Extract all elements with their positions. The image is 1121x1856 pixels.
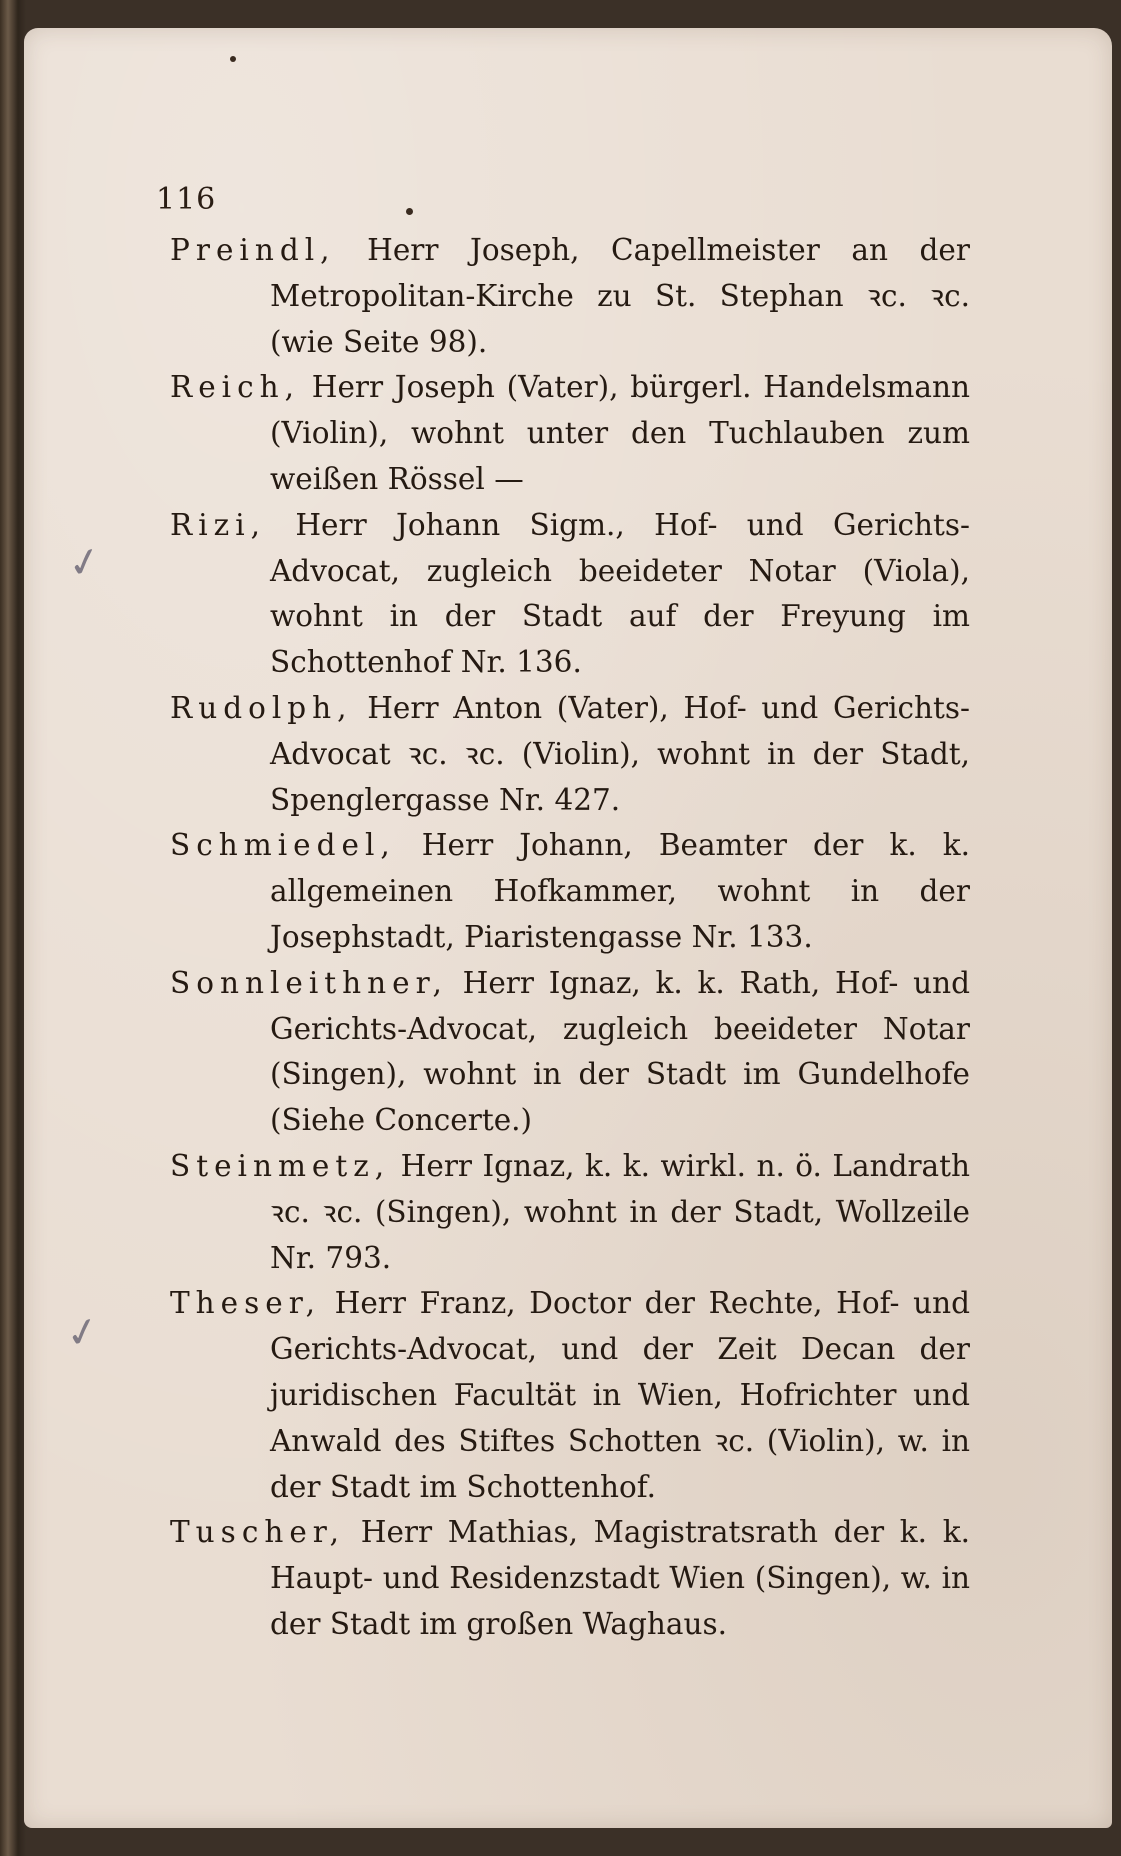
directory-entry [170, 228, 970, 365]
ink-speck [406, 208, 413, 215]
page-number: 116 [156, 182, 217, 217]
entry-surname: Reich, [170, 370, 301, 405]
directory-entry [170, 503, 970, 686]
entry-surname: Rizi, [170, 507, 267, 542]
entry-text: Herr Franz, Doctor der Rechte, Hof- und Gerichts-Advocat, und der Zeit Decan der juridischen Facultät in Wien, Hofrichter und Anwald des Stiftes Schotten ꝛc. (Violin), w. in der Stadt im Schottenhof. [270, 1286, 970, 1504]
directory-entries [170, 228, 970, 1648]
entry-surname: Theser, [170, 1286, 321, 1321]
entry-surname: Steinmetz, [170, 1148, 391, 1183]
entry-text: Herr Joseph (Vater), bürgerl. Handelsmann (Violin), wohnt unter den Tuchlauben zum weißen Rössel — [270, 370, 970, 496]
directory-entry [170, 1510, 970, 1647]
entry-surname: Rudolph, [170, 690, 353, 725]
entry-surname: Sonnleithner, [170, 965, 448, 1000]
directory-entry [170, 1144, 970, 1281]
directory-entry [170, 823, 970, 960]
pencil-check-mark: ✓ [61, 1307, 104, 1359]
directory-entry [170, 365, 970, 502]
entry-surname: Tuscher, [170, 1515, 346, 1550]
entry-text: Herr Joseph, Capellmeister an der Metropolitan-Kirche zu St. Stephan ꝛc. ꝛc. (wie Seite 98). [270, 233, 970, 359]
entry-text: Herr Mathias, Magistratsrath der k. k. Haupt- und Residenzstadt Wien (Singen), w. in der Stadt im großen Waghaus. [270, 1515, 970, 1641]
entry-text: Herr Johann Sigm., Hof- und Gerichts-Advocat, zugleich beeideter Notar (Viola), wohnt in der Stadt auf der Freyung im Schottenhof Nr. 136. [266, 507, 970, 680]
ink-speck [230, 56, 236, 62]
entry-text: Herr Johann, Beamter der k. k. allgemeinen Hofkammer, wohnt in der Josephstadt, Piaristengasse Nr. 133. [270, 828, 970, 954]
directory-entry [170, 1281, 970, 1510]
entry-surname: Schmiedel, [170, 828, 396, 863]
entry-text: Herr Anton (Vater), Hof- und Gerichts-Advocat ꝛc. ꝛc. (Violin), wohnt in der Stadt, Spenglergasse Nr. 427. [270, 690, 970, 817]
entry-text: Herr Ignaz, k. k. Rath, Hof- und Gerichts-Advocat, zugleich beeideter Notar (Singen), wohnt in der Stadt im Gundelhofe (Siehe Concerte.) [270, 965, 970, 1138]
directory-entry [170, 686, 970, 823]
pencil-check-mark: ✓ [63, 537, 106, 589]
directory-entry [170, 961, 970, 1144]
entry-surname: Preindl, [170, 233, 336, 267]
entry-text: Herr Ignaz, k. k. wirkl. n. ö. Landrath ꝛc. ꝛc. (Singen), wohnt in der Stadt, Wollzeile Nr. 793. [270, 1148, 970, 1275]
